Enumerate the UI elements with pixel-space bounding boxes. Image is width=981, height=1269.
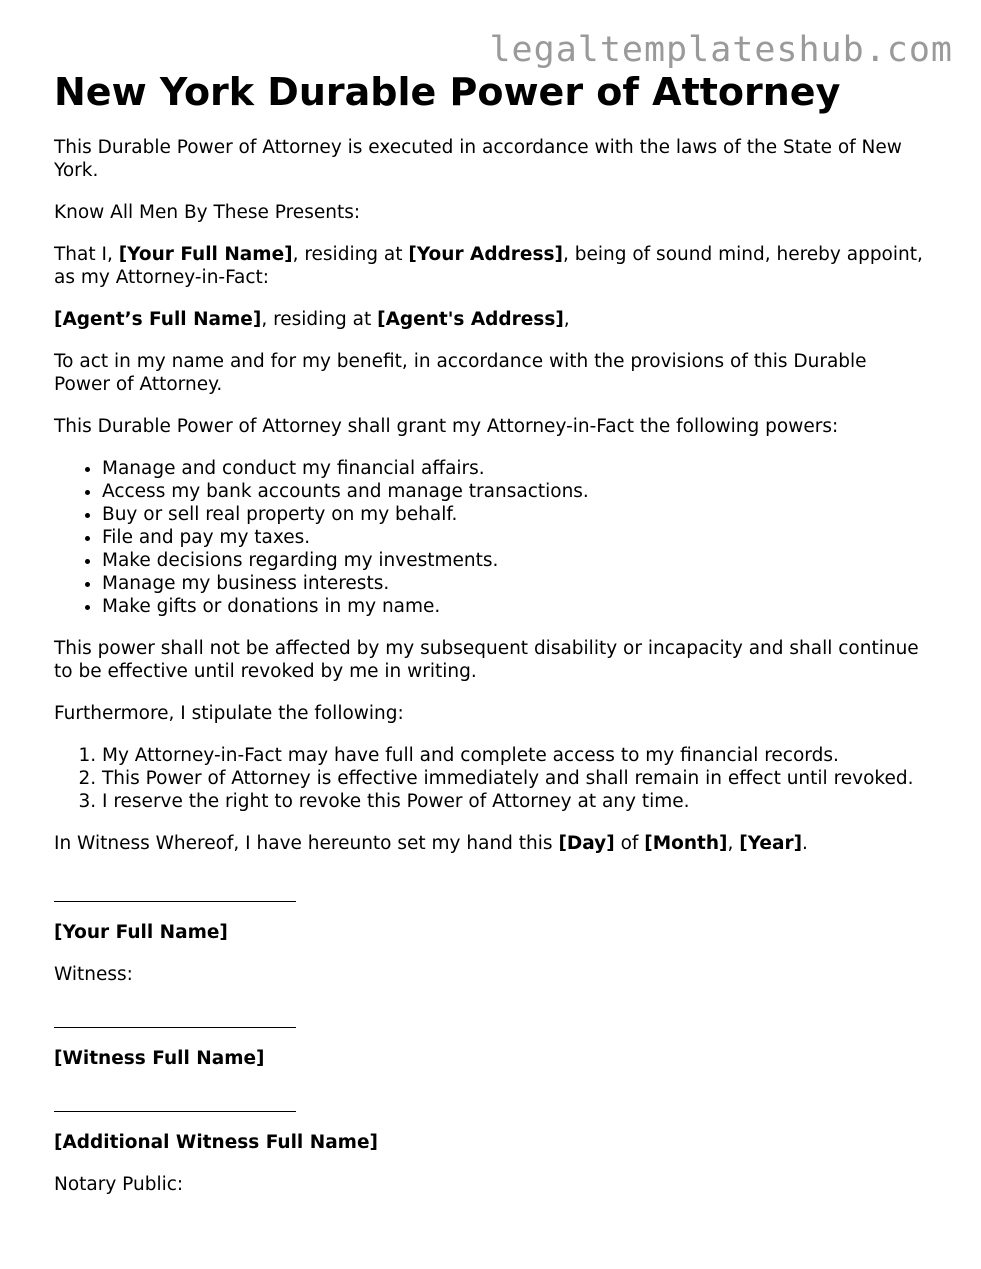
principal-signature-name <box>54 921 924 944</box>
additional-witness-signature-name-text: [Additional Witness Full Name] <box>54 1132 378 1153</box>
power-item: • Make gifts or donations in my name. <box>102 595 924 618</box>
principal-signature-line <box>54 879 296 902</box>
power-item: • File and pay my taxes. <box>102 526 924 549</box>
stipulation-item: 2. This Power of Attorney is effective immediately and shall remain in effect until revoked. <box>102 767 924 790</box>
additional-witness-signature-name <box>54 1131 924 1154</box>
additional-witness-signature-line <box>54 1089 296 1112</box>
notary-label: Notary Public: <box>54 1174 184 1195</box>
agent-name-placeholder: [Agent’s Full Name] <box>54 309 262 330</box>
stipulation-item: 1. My Attorney-in-Fact may have full and complete access to my financial records. <box>102 744 924 767</box>
witness-whereof-text-3: , <box>727 833 740 854</box>
witness-whereof-text-1: In Witness Whereof, I have hereunto set my hand this <box>54 833 559 854</box>
know-all-paragraph: Know All Men By These Presents: <box>54 202 361 223</box>
durability-paragraph: This power shall not be affected by my subsequent disability or incapacity and shall continue to be effective until revoked by me in writing. <box>54 638 919 682</box>
document-title: New York Durable Power of Attorney <box>54 70 841 114</box>
watermark: legaltemplateshub.com <box>489 30 953 70</box>
act-paragraph: To act in my name and for my benefit, in accordance with the provisions of this Durable Power of Attorney. <box>54 351 867 395</box>
power-item: • Buy or sell real property on my behalf. <box>102 503 924 526</box>
principal-address-placeholder: [Your Address] <box>408 244 563 265</box>
intro-paragraph: This Durable Power of Attorney is executed in accordance with the laws of the State of New York. <box>54 137 902 181</box>
powers-intro: This Durable Power of Attorney shall grant my Attorney-in-Fact the following powers: <box>54 416 839 437</box>
witness-signature-line <box>54 1005 296 1028</box>
document-body <box>54 68 924 1215</box>
witness-whereof-text-2: of <box>614 833 645 854</box>
principal-name-placeholder: [Your Full Name] <box>118 244 293 265</box>
principal-text-2: , residing at <box>292 244 409 265</box>
power-item: • Access my bank accounts and manage transactions. <box>102 480 924 503</box>
stipulate-intro: Furthermore, I stipulate the following: <box>54 703 404 724</box>
principal-paragraph <box>54 243 924 289</box>
stipulations-list <box>54 744 924 813</box>
agent-text-2: , <box>563 309 570 330</box>
power-item: • Make decisions regarding my investments. <box>102 549 924 572</box>
witness-whereof-paragraph <box>54 832 924 855</box>
principal-text-1: That I, <box>54 244 119 265</box>
year-placeholder: [Year] <box>739 833 803 854</box>
witness-whereof-text-4: . <box>802 833 808 854</box>
power-item: • Manage my business interests. <box>102 572 924 595</box>
day-placeholder: [Day] <box>558 833 615 854</box>
stipulation-item: 3. I reserve the right to revoke this Power of Attorney at any time. <box>102 790 924 813</box>
agent-address-placeholder: [Agent's Address] <box>377 309 564 330</box>
agent-paragraph <box>54 308 924 331</box>
agent-text-1: , residing at <box>261 309 378 330</box>
witness-label: Witness: <box>54 964 133 985</box>
month-placeholder: [Month] <box>644 833 728 854</box>
principal-text-3: , being of sound mind, hereby appoint, as my Attorney-in-Fact: <box>54 244 923 288</box>
powers-list <box>54 457 924 618</box>
power-item: • Manage and conduct my financial affairs. <box>102 457 924 480</box>
principal-signature-name-text: [Your Full Name] <box>54 922 228 943</box>
witness-signature-name-text: [Witness Full Name] <box>54 1048 265 1069</box>
witness-signature-name <box>54 1047 924 1070</box>
